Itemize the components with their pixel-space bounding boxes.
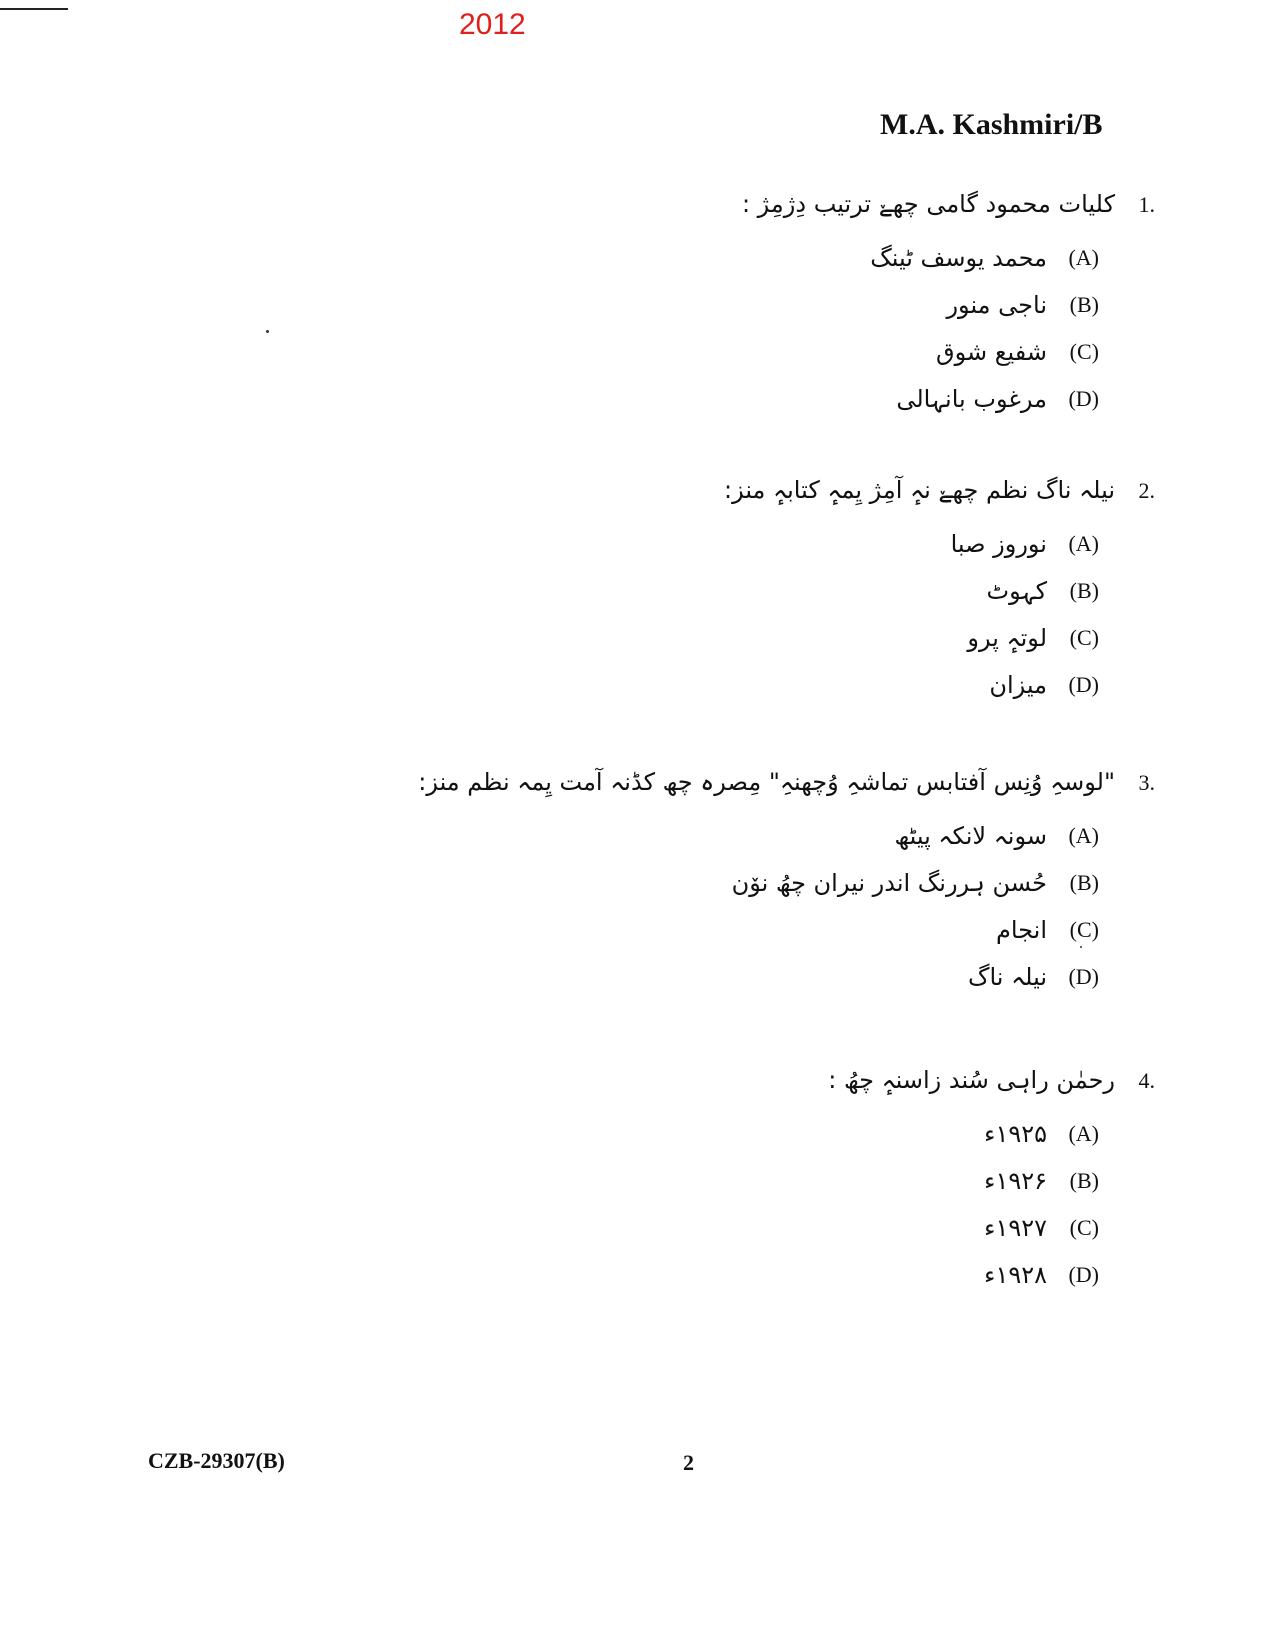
option-letter: (A) xyxy=(1068,244,1099,270)
option-letter: (C) xyxy=(1069,624,1099,650)
option-d xyxy=(515,661,1099,708)
option-a xyxy=(515,1110,1099,1157)
option-text: میزان xyxy=(989,670,1047,699)
question-text: "لوسہِ وُنِس آفتابس تماشہِ وُچھنہِ" مِصرہ چھ کڈنہ آمت یِمہ نظم منز: xyxy=(418,768,1115,796)
question-stem xyxy=(395,768,1155,796)
option-text: ناجی منور xyxy=(946,290,1047,319)
option-b xyxy=(395,859,1099,906)
option-d xyxy=(515,375,1099,422)
option-c xyxy=(515,614,1099,661)
option-b xyxy=(515,1157,1099,1204)
options-list xyxy=(515,1110,1099,1298)
option-letter: (A) xyxy=(1068,1120,1099,1146)
exam-year: 2012 xyxy=(459,8,526,41)
option-text: محمد یوسف ٹینگ xyxy=(870,243,1047,272)
option-letter: (D) xyxy=(1068,963,1099,989)
options-list xyxy=(515,520,1099,708)
question-stem xyxy=(515,190,1155,218)
option-text: سونہ لانکہ پیٹھ xyxy=(894,821,1047,850)
option-letter: (C) xyxy=(1069,338,1099,364)
option-letter: (A) xyxy=(1068,530,1099,556)
options-list xyxy=(395,812,1099,1000)
option-text: انجام xyxy=(995,915,1047,944)
option-text: نوروز صبا xyxy=(950,529,1047,558)
paper-code: CZB-29307(B) xyxy=(148,1448,285,1473)
option-text: شفیع شوق xyxy=(935,337,1047,366)
option-b xyxy=(515,281,1099,328)
option-letter: (C) xyxy=(1069,916,1099,942)
option-text: ۱۹۲۵ء xyxy=(984,1119,1047,1148)
question-2 xyxy=(515,476,1155,708)
question-number: 3. xyxy=(1138,770,1155,795)
option-a xyxy=(515,234,1099,281)
option-a xyxy=(515,520,1099,567)
option-d xyxy=(395,953,1099,1000)
question-stem xyxy=(515,1066,1155,1094)
option-letter: (D) xyxy=(1068,385,1099,411)
option-c xyxy=(515,1204,1099,1251)
option-b xyxy=(515,567,1099,614)
option-text: حُسن ہررنگ اندر نیران چھُ نوٚن xyxy=(731,868,1047,897)
question-1 xyxy=(515,190,1155,422)
question-stem xyxy=(515,476,1155,504)
option-text: ۱۹۲۷ء xyxy=(984,1213,1047,1242)
option-d xyxy=(515,1251,1099,1298)
option-c xyxy=(395,906,1099,953)
option-text: ۱۹۲۶ء xyxy=(984,1166,1047,1195)
option-letter: (A) xyxy=(1068,822,1099,848)
option-text: کہوٹ xyxy=(986,576,1047,605)
question-number: 2. xyxy=(1138,478,1155,503)
option-text: لوتہٕ پرو xyxy=(967,623,1047,652)
question-text: نیلہ ناگ نظم چھےٚ نہٕ آمِژ یِمہٕ کتابہٕ منز: xyxy=(723,476,1115,504)
option-letter: (D) xyxy=(1068,1261,1099,1287)
option-text: مرغوب بانہالی xyxy=(896,384,1047,413)
question-text: رحمٰن راہی سُند زاسنہٕ چھُ : xyxy=(828,1066,1115,1094)
option-letter: (B) xyxy=(1069,1167,1099,1193)
option-letter: (D) xyxy=(1068,671,1099,697)
option-letter: (B) xyxy=(1069,577,1099,603)
question-number: 1. xyxy=(1138,192,1155,217)
scan-speck xyxy=(266,330,269,333)
option-letter: (B) xyxy=(1069,291,1099,317)
option-c xyxy=(515,328,1099,375)
page-number: 2 xyxy=(683,1450,694,1475)
option-a xyxy=(395,812,1099,859)
options-list xyxy=(515,234,1099,422)
paper-title: M.A. Kashmiri/B xyxy=(880,108,1103,141)
option-letter: (B) xyxy=(1069,869,1099,895)
question-number: 4. xyxy=(1138,1068,1155,1093)
option-letter: (C) xyxy=(1069,1214,1099,1240)
question-3 xyxy=(395,768,1155,1000)
question-4 xyxy=(515,1066,1155,1298)
scan-artifact-line xyxy=(0,8,68,10)
question-text: کلیات محمود گامی چھےٚ ترتیب دِژمِژ : xyxy=(741,190,1115,218)
option-text: نیلہ ناگ xyxy=(967,962,1047,991)
option-text: ۱۹۲۸ء xyxy=(984,1260,1047,1289)
